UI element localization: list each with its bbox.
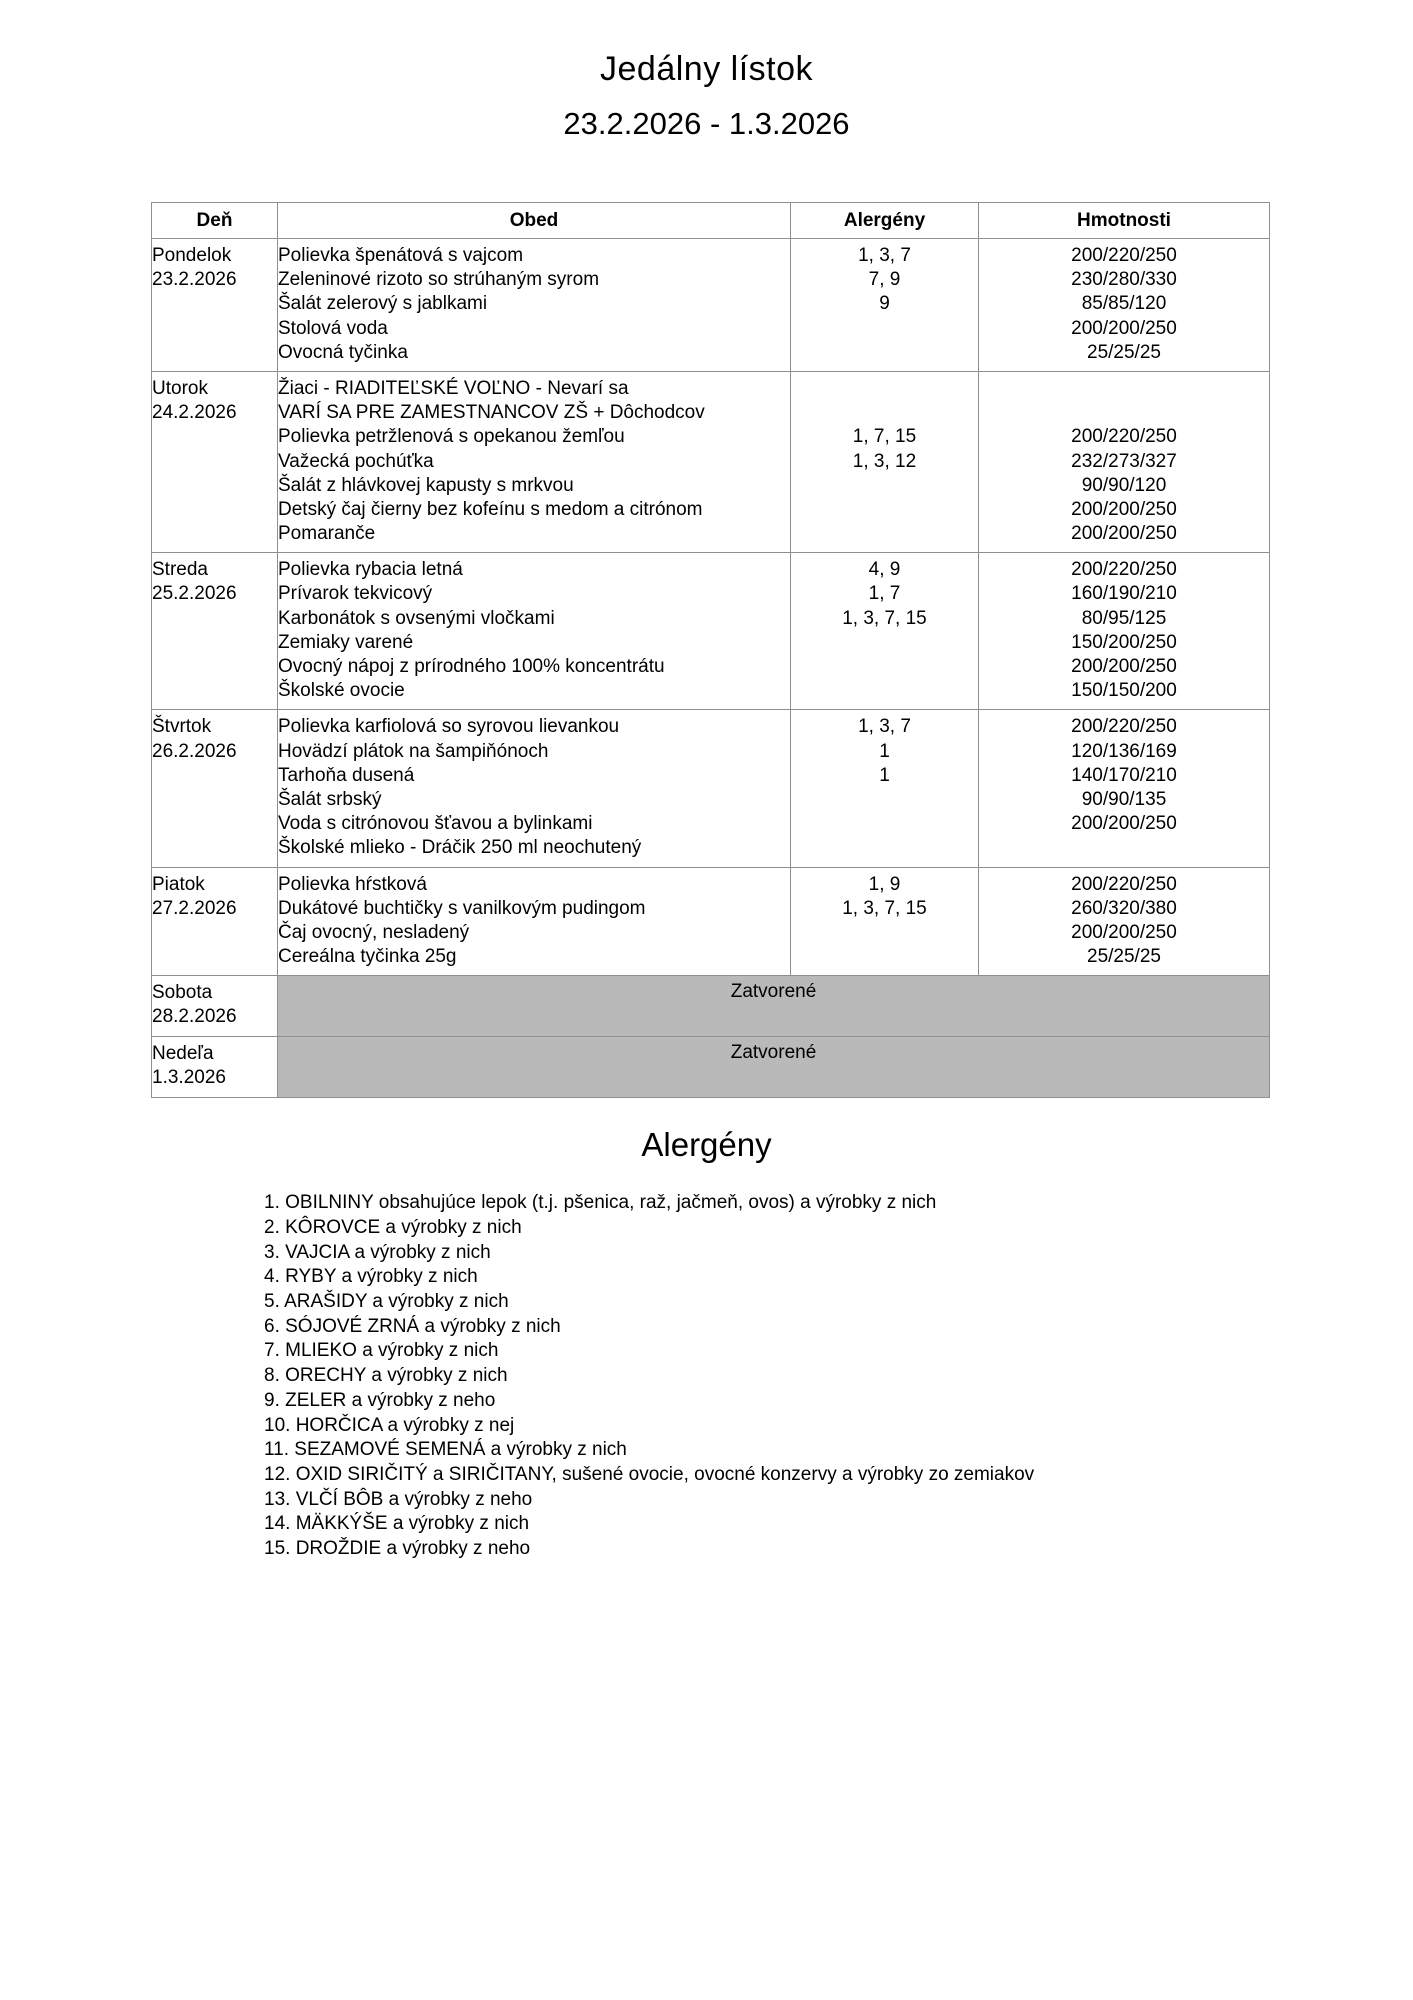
- day-name: Pondelok: [152, 245, 232, 266]
- day-cell: [152, 1037, 278, 1098]
- meal-allergens: 1, 9: [868, 873, 901, 895]
- allergen-legend-item: 5. ARAŠIDY a výrobky z nich: [264, 1291, 509, 1313]
- meal-weights: 90/90/135: [1081, 788, 1167, 810]
- meal-weights: 260/320/380: [1071, 897, 1177, 919]
- meal-weights: 90/90/120: [1081, 474, 1167, 496]
- column-header: Alergény: [791, 203, 979, 239]
- weights-cell: [979, 867, 1270, 976]
- meal-weights: 25/25/25: [1087, 946, 1161, 968]
- day-date: 25.2.2026: [152, 583, 237, 605]
- meal-allergens: [791, 522, 978, 546]
- allergen-legend-item: 2. KÔROVCE a výrobky z nich: [264, 1216, 522, 1238]
- meal-weights: 200/200/250: [1071, 813, 1177, 835]
- meal-allergens: 1, 3, 7, 15: [842, 607, 927, 629]
- meals-cell: [278, 867, 791, 976]
- meal-allergens: [791, 836, 978, 860]
- meal-item: Školské mlieko - Dráčik 250 ml neochutený: [278, 837, 642, 859]
- meal-weights: [979, 377, 1269, 401]
- menu-day-row: [152, 239, 1270, 372]
- weights-cell: [979, 553, 1270, 710]
- allergen-legend-item: 4. RYBY a výrobky z nich: [264, 1266, 478, 1288]
- meal-allergens: 1, 3, 12: [852, 450, 917, 472]
- meal-item: Hovädzí plátok na šampiňónoch: [278, 740, 549, 762]
- meal-item: Zemiaky varené: [278, 631, 414, 653]
- meal-weights: 200/200/250: [1071, 656, 1177, 677]
- allergen-legend-item: 12. OXID SIRIČITÝ a SIRIČITANY, sušené ovocie, ovocné konzervy a výrobky zo zemiakov: [264, 1463, 1035, 1485]
- day-name: Streda: [152, 559, 208, 581]
- allergen-legend-item: 9. ZELER a výrobky z neho: [264, 1389, 496, 1411]
- closed-status-cell: Zatvorené: [278, 1037, 1270, 1098]
- meals-cell: [278, 553, 791, 710]
- allergens-list: [264, 1191, 1413, 1562]
- column-header: Deň: [152, 203, 278, 239]
- meal-weights: 150/200/250: [1071, 631, 1177, 653]
- meal-item: Šalát zelerový s jablkami: [278, 293, 488, 315]
- meal-weights: 200/220/250: [1071, 873, 1177, 895]
- meal-weights: [979, 401, 1269, 425]
- meals-cell: [278, 371, 791, 552]
- meal-allergens: 1, 7, 15: [852, 426, 917, 448]
- meal-weights: 85/85/120: [1081, 293, 1167, 315]
- menu-table-header-row: [152, 203, 1270, 239]
- meal-item: VARÍ SA PRE ZAMESTNANCOV ZŠ + Dôchodcov: [278, 402, 705, 424]
- closed-day-row: [152, 1037, 1270, 1098]
- day-cell: [152, 867, 278, 976]
- meal-item: Stolová voda: [278, 317, 388, 339]
- day-name: Sobota: [152, 982, 213, 1004]
- meal-allergens: 1, 3, 7: [858, 716, 911, 738]
- menu-day-row: [152, 553, 1270, 710]
- meal-allergens: 7, 9: [868, 269, 901, 291]
- meal-allergens: [791, 474, 978, 498]
- closed-status-cell: Zatvorené: [278, 976, 1270, 1037]
- page-title: Jedálny lístok: [600, 50, 813, 88]
- meal-weights: 25/25/25: [1087, 341, 1161, 363]
- meal-allergens: [791, 341, 978, 365]
- meal-item: Cereálna tyčinka 25g: [278, 946, 457, 968]
- meal-item: Polievka špenátová s vajcom: [278, 245, 524, 266]
- meal-weights: 200/220/250: [1071, 559, 1177, 581]
- meal-item: Školské ovocie: [278, 680, 405, 702]
- allergen-legend-item: 10. HORČICA a výrobky z nej: [264, 1414, 515, 1436]
- column-header: Obed: [278, 203, 791, 239]
- meal-item: Pomaranče: [278, 523, 376, 545]
- meal-weights: 200/200/250: [1071, 523, 1177, 545]
- meal-allergens: [791, 401, 978, 425]
- meal-weights: 150/150/200: [1071, 680, 1177, 702]
- meal-item: Prívarok tekvicový: [278, 583, 433, 605]
- day-cell: [152, 239, 278, 372]
- day-name: Utorok: [152, 377, 208, 399]
- meal-allergens: [791, 377, 978, 401]
- menu-table-body: [152, 239, 1270, 1098]
- day-date: 24.2.2026: [152, 402, 237, 424]
- meal-weights: [979, 836, 1269, 860]
- weights-cell: [979, 710, 1270, 867]
- day-name: Piatok: [152, 873, 205, 895]
- meal-item: Žiaci - RIADITEĽSKÉ VOĽNO - Nevarí sa: [278, 377, 629, 399]
- menu-day-row: [152, 867, 1270, 976]
- allergens-cell: [791, 867, 979, 976]
- meal-weights: 140/170/210: [1071, 764, 1177, 786]
- day-name: Štvrtok: [152, 716, 212, 738]
- meal-allergens: 1: [879, 740, 890, 762]
- allergen-legend-item: 14. MÄKKÝŠE a výrobky z nich: [264, 1513, 530, 1535]
- meal-allergens: [791, 317, 978, 341]
- day-date: 26.2.2026: [152, 740, 237, 762]
- closed-day-row: [152, 976, 1270, 1037]
- allergens-cell: [791, 371, 979, 552]
- meal-item: Šalát srbský: [278, 788, 382, 810]
- meal-allergens: [791, 788, 978, 812]
- allergens-cell: [791, 553, 979, 710]
- meal-item: Polievka rybacia letná: [278, 559, 463, 581]
- allergen-legend-item: 11. SEZAMOVÉ SEMENÁ a výrobky z nich: [264, 1439, 627, 1461]
- meal-allergens: [791, 812, 978, 836]
- day-cell: [152, 976, 278, 1037]
- meal-item: Šalát z hlávkovej kapusty s mrkvou: [278, 474, 574, 496]
- day-cell: [152, 710, 278, 867]
- meal-weights: 160/190/210: [1071, 583, 1177, 605]
- day-date: 23.2.2026: [152, 269, 237, 291]
- meal-weights: 200/220/250: [1071, 426, 1177, 448]
- meal-allergens: 9: [879, 293, 890, 315]
- day-date: 1.3.2026: [152, 1067, 226, 1089]
- meal-weights: 80/95/125: [1081, 607, 1167, 629]
- meal-weights: 200/200/250: [1071, 317, 1177, 339]
- allergen-legend-item: 7. MLIEKO a výrobky z nich: [264, 1340, 499, 1362]
- day-name: Nedeľa: [152, 1043, 214, 1065]
- meal-allergens: 1, 7: [868, 583, 901, 605]
- meal-item: Tarhoňa dusená: [278, 764, 415, 786]
- weights-cell: [979, 239, 1270, 372]
- allergens-cell: [791, 239, 979, 372]
- meal-weights: 200/220/250: [1071, 716, 1177, 738]
- column-header: Hmotnosti: [979, 203, 1270, 239]
- meal-allergens: [791, 921, 978, 945]
- allergen-legend-item: 8. ORECHY a výrobky z nich: [264, 1365, 508, 1387]
- meal-item: Karbonátok s ovsenými vločkami: [278, 607, 555, 629]
- meal-allergens: 1, 3, 7: [858, 245, 911, 266]
- allergen-legend-item: 1. OBILNINY obsahujúce lepok (t.j. pšenica, raž, jačmeň, ovos) a výrobky z nich: [264, 1192, 937, 1214]
- date-range: 23.2.2026 - 1.3.2026: [563, 106, 850, 141]
- day-date: 27.2.2026: [152, 897, 237, 919]
- meals-cell: [278, 239, 791, 372]
- allergen-legend-item: 15. DROŽDIE a výrobky z neho: [264, 1538, 531, 1560]
- menu-day-row: [152, 371, 1270, 552]
- meal-allergens: [791, 679, 978, 703]
- meal-allergens: 1: [879, 764, 890, 786]
- meal-item: Ovocný nápoj z prírodného 100% koncentrátu: [278, 656, 665, 677]
- allergens-heading: Alergény: [641, 1126, 772, 1164]
- meal-item: Zeleninové rizoto so strúhaným syrom: [278, 269, 600, 291]
- meal-allergens: [791, 498, 978, 522]
- meal-item: Detský čaj čierny bez kofeínu s medom a citrónom: [278, 498, 703, 520]
- meal-item: Polievka karfiolová so syrovou lievankou: [278, 716, 620, 738]
- meal-item: Polievka hŕstková: [278, 873, 427, 895]
- meal-weights: 200/200/250: [1071, 921, 1177, 943]
- menu-table-wrap: [151, 202, 1269, 1098]
- meal-item: Dukátové buchtičky s vanilkovým pudingom: [278, 897, 646, 919]
- meal-weights: 232/273/327: [1071, 450, 1177, 472]
- allergens-cell: [791, 710, 979, 867]
- meals-cell: [278, 710, 791, 867]
- meal-allergens: [791, 945, 978, 969]
- meal-allergens: 4, 9: [868, 559, 901, 581]
- meal-item: Ovocná tyčinka: [278, 341, 408, 363]
- meal-weights: 120/136/169: [1071, 740, 1177, 762]
- day-date: 28.2.2026: [152, 1006, 237, 1028]
- day-cell: [152, 553, 278, 710]
- menu-table: [151, 202, 1270, 1098]
- meal-item: Voda s citrónovou šťavou a bylinkami: [278, 813, 593, 835]
- meal-item: Čaj ovocný, nesladený: [278, 921, 470, 943]
- meal-item: Važecká pochúťka: [278, 450, 434, 472]
- meal-item: Polievka petržlenová s opekanou žemľou: [278, 426, 625, 448]
- meal-allergens: 1, 3, 7, 15: [842, 897, 927, 919]
- meal-allergens: [791, 631, 978, 655]
- meal-allergens: [791, 655, 978, 679]
- menu-day-row: [152, 710, 1270, 867]
- weights-cell: [979, 371, 1270, 552]
- meal-weights: 200/200/250: [1071, 498, 1177, 520]
- meal-weights: 230/280/330: [1071, 269, 1177, 291]
- meal-weights: 200/220/250: [1071, 245, 1177, 266]
- allergen-legend-item: 6. SÓJOVÉ ZRNÁ a výrobky z nich: [264, 1315, 561, 1337]
- allergen-legend-item: 3. VAJCIA a výrobky z nich: [264, 1241, 491, 1263]
- day-cell: [152, 371, 278, 552]
- allergen-legend-item: 13. VLČÍ BÔB a výrobky z neho: [264, 1488, 533, 1510]
